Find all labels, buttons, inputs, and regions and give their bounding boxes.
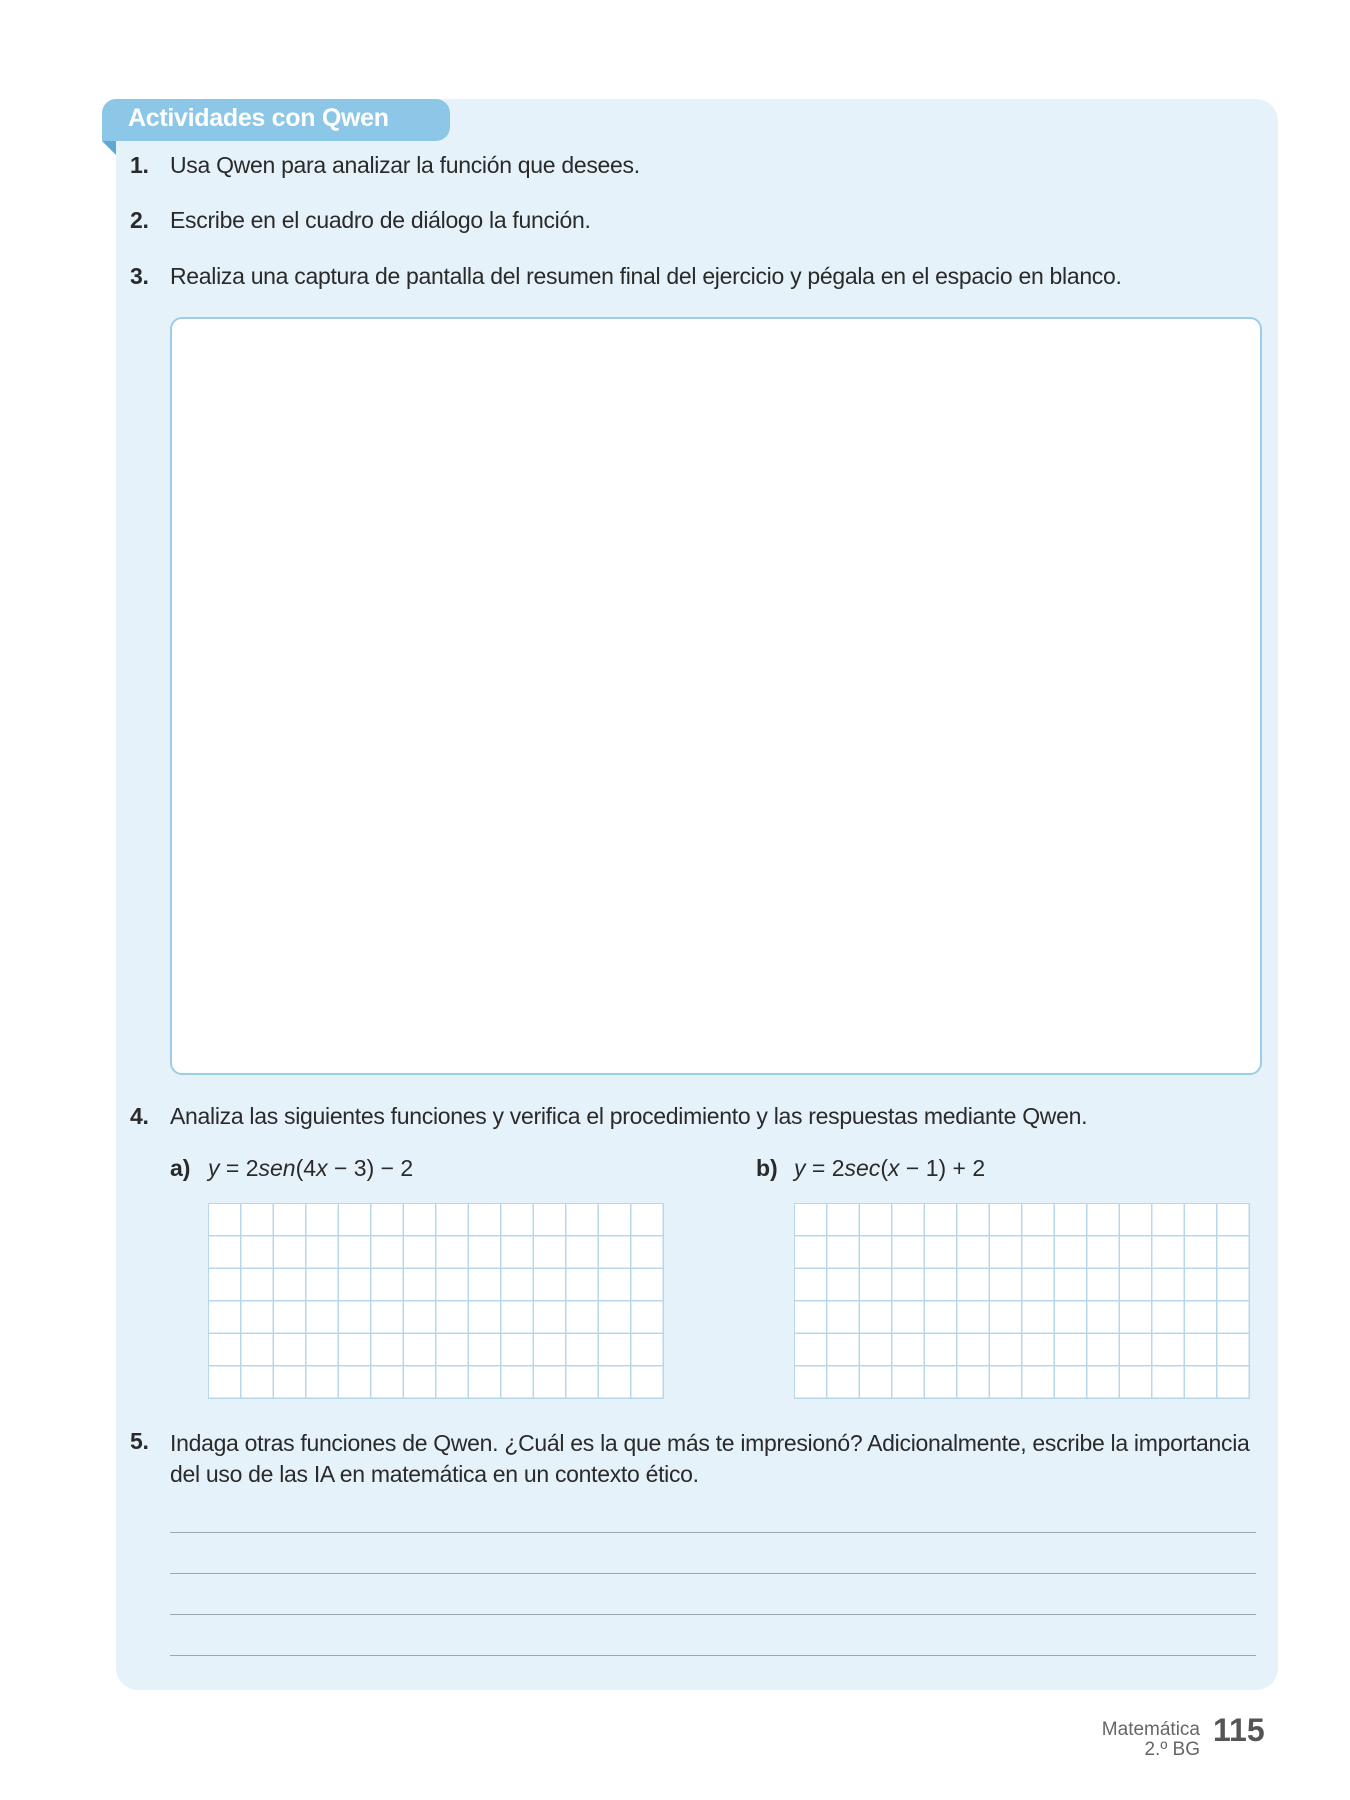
activity-number: 2. xyxy=(130,207,149,233)
subject-name: Matemática xyxy=(1101,1719,1200,1740)
activity-text: Usa Qwen para analizar la función que desees. xyxy=(170,152,640,178)
graph-grid-b[interactable] xyxy=(794,1203,1250,1399)
exercise-a-formula: y = 2sen(4x − 3) − 2 xyxy=(208,1155,414,1181)
activity-text: Analiza las siguientes funciones y verifica el procedimiento y las respuestas mediante Qwen. xyxy=(170,1103,1088,1129)
grade-label: 2.º BG xyxy=(1144,1739,1200,1760)
exercise-b-label: b) xyxy=(756,1155,778,1181)
section-tab-fold xyxy=(102,141,116,155)
activity-text: Realiza una captura de pantalla del resumen final del ejercicio y pégala en el espacio en blanco. xyxy=(170,263,1122,289)
answer-line[interactable] xyxy=(170,1655,1256,1656)
activity-number: 5. xyxy=(130,1428,149,1454)
activity-number: 4. xyxy=(130,1103,149,1129)
page-number: 115 xyxy=(1213,1712,1265,1748)
answer-line[interactable] xyxy=(170,1614,1256,1615)
graph-grid-a[interactable] xyxy=(208,1203,664,1399)
footer-subject xyxy=(1102,1720,1200,1760)
activity-text: Indaga otras funciones de Qwen. ¿Cuál es la que más te impresionó? Adicionalmente, escribe la importancia del uso de las IA en matemática en un contexto ético. xyxy=(170,1430,1250,1487)
activity-number: 3. xyxy=(130,263,149,289)
exercise-a-label: a) xyxy=(170,1155,191,1181)
answer-line[interactable] xyxy=(170,1532,1256,1533)
screenshot-paste-area[interactable] xyxy=(170,317,1262,1075)
answer-line[interactable] xyxy=(170,1573,1256,1574)
exercise-b-formula: y = 2sec(x − 1) + 2 xyxy=(794,1155,986,1181)
activity-number: 1. xyxy=(130,152,149,178)
section-title: Actividades con Qwen xyxy=(128,104,389,132)
activity-text: Escribe en el cuadro de diálogo la función. xyxy=(170,207,591,233)
